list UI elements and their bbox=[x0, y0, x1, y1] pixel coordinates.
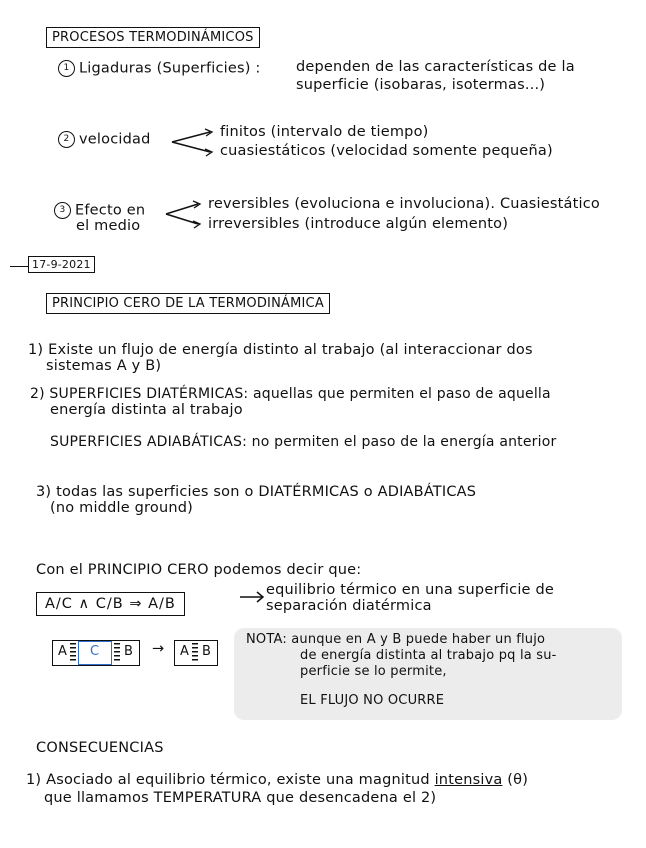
item-ligaduras bbox=[58, 60, 261, 77]
item-velocidad bbox=[58, 131, 151, 148]
note-conclusion: EL FLUJO NO OCURRE bbox=[300, 693, 445, 708]
date-line bbox=[10, 266, 28, 267]
consecuencia-1-cont: que llamamos TEMPERATURA que desencadena el 2) bbox=[44, 790, 437, 806]
system-diagram bbox=[52, 640, 140, 666]
diathermic-wall bbox=[192, 643, 198, 663]
item-text: finitos (intervalo de tiempo) bbox=[220, 124, 429, 140]
note-line: NOTA: aunque en A y B puede haber un flujo bbox=[246, 632, 546, 647]
point-2: 2) SUPERFICIES DIATÉRMICAS: aquellas que permiten el paso de aquella bbox=[30, 386, 551, 402]
number-circle: 3 bbox=[54, 202, 71, 219]
item-text: superficie (isobaras, isotermas...) bbox=[296, 77, 546, 93]
system-a-label: A bbox=[180, 644, 190, 659]
system-a-label: A bbox=[58, 644, 68, 659]
item-label: el medio bbox=[76, 218, 141, 234]
adiabaticas-def: SUPERFICIES ADIABÁTICAS: no permiten el paso de la energía anterior bbox=[50, 434, 557, 450]
item-label: velocidad bbox=[79, 131, 151, 148]
point-1: 1) Existe un flujo de energía distinto al trabajo (al interaccionar dos bbox=[28, 342, 533, 358]
item-text: irreversibles (introduce algún elemento) bbox=[208, 216, 509, 232]
formula-box: A/C ∧ C/B ⇒ A/B bbox=[36, 592, 185, 616]
diathermic-wall bbox=[114, 643, 120, 663]
system-b-label: B bbox=[202, 644, 212, 659]
note-line: de energía distinta al trabajo pq la su- bbox=[300, 648, 557, 663]
diathermic-wall bbox=[70, 643, 76, 663]
diagram-arrow: → bbox=[152, 641, 165, 657]
bracket-arrows bbox=[170, 126, 216, 158]
item-text: dependen de las características de la bbox=[296, 59, 575, 75]
item-label: Ligaduras (Superficies) : bbox=[79, 60, 261, 77]
item-text: reversibles (evoluciona e involuciona). Cuasiestático bbox=[208, 196, 600, 212]
item-text: cuasiestáticos (velocidad somente pequeña) bbox=[220, 143, 553, 159]
bracket-arrows bbox=[164, 198, 204, 230]
consecuencia-1 bbox=[26, 772, 528, 788]
arrow-icon bbox=[238, 590, 266, 604]
item-label: Efecto en bbox=[75, 202, 146, 219]
number-circle: 2 bbox=[58, 131, 75, 148]
note-line: perficie se lo permite, bbox=[300, 664, 447, 679]
equilibrio-text: equilibrio térmico en una superficie de bbox=[266, 582, 555, 598]
point-2-cont: energía distinta al trabajo bbox=[50, 402, 243, 418]
system-result-diagram bbox=[174, 640, 218, 666]
section-title-procesos: PROCESOS TERMODINÁMICOS bbox=[46, 27, 260, 48]
point-3: 3) todas las superficies son o DIATÉRMICAS o ADIABÁTICAS bbox=[36, 484, 477, 500]
consecuencias-heading: CONSECUENCIAS bbox=[36, 740, 164, 756]
theta-symbol: (θ) bbox=[507, 772, 529, 788]
point-1-cont: sistemas A y B) bbox=[46, 358, 162, 374]
item-efecto bbox=[54, 202, 145, 219]
system-c-label: C bbox=[90, 644, 100, 659]
number-circle: 1 bbox=[58, 60, 75, 77]
system-b-label: B bbox=[124, 644, 134, 659]
point-3-cont: (no middle ground) bbox=[50, 500, 194, 516]
consecuencia-1-text: 1) Asociado al equilibrio térmico, existe una magnitud bbox=[26, 772, 430, 788]
intro-line: Con el PRINCIPIO CERO podemos decir que: bbox=[36, 562, 362, 578]
date-label: 17-9-2021 bbox=[28, 256, 95, 273]
equilibrio-text-cont: separación diatérmica bbox=[266, 598, 432, 614]
intensiva-word: intensiva bbox=[434, 772, 503, 788]
section-title-principio-cero: PRINCIPIO CERO DE LA TERMODINÁMICA bbox=[46, 293, 330, 314]
